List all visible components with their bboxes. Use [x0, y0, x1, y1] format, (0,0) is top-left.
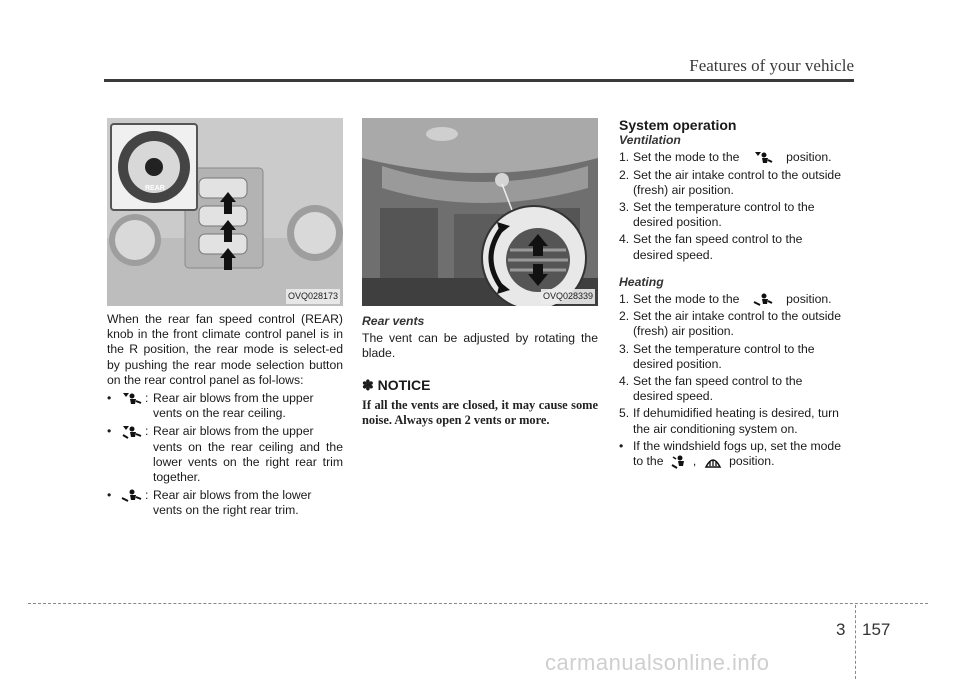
list-item: • If the windshield fogs up, set the mode to the , position. — [619, 438, 841, 469]
rear-vent-illustration — [362, 118, 598, 306]
list-item: 2. Set the air intake control to the outside (fresh) air position. — [619, 309, 841, 339]
list-item: • : Rear air blows from the upper vents on the rear ceiling and the lower vents on the right rear trim together. — [107, 424, 343, 485]
heating-title: Heating — [619, 274, 664, 289]
bullet-text-rest: vents on the right rear trim. — [153, 503, 299, 518]
floor-defrost-icon — [671, 455, 689, 469]
list-item: 3. Set the temperature control to the desired position. — [619, 200, 815, 230]
list-item: 3. Set the temperature control to the desired position. — [619, 341, 815, 371]
list-item: 1. Set the mode to the position. — [619, 292, 832, 307]
bullet-text-rest: vents on the rear ceiling and the lower vents on the right rear trim together. — [153, 439, 343, 485]
svg-text:REAR: REAR — [145, 185, 165, 192]
ventilation-title: Ventilation — [619, 133, 681, 148]
column-3 — [619, 118, 855, 469]
notice-body: If all the vents are closed, it may cause some noise. Always open 2 vents or more. — [362, 397, 598, 428]
rear-control-panel-illustration — [107, 118, 343, 306]
defrost-icon — [704, 455, 722, 469]
bullet-text-line1: Rear air blows from the lower — [153, 488, 312, 503]
lower-vent-icon — [117, 488, 145, 503]
header-rule — [104, 79, 854, 82]
list-item: 2. Set the air intake control to the outside (fresh) air position. — [619, 167, 841, 197]
figure-caption: OVQ028339 — [541, 289, 595, 304]
page-number: 157 — [862, 620, 891, 639]
bullet-text-line1: Rear air blows from the upper — [153, 391, 314, 406]
list-item: 5. If dehumidified heating is desired, turn the air conditioning system on. — [619, 406, 839, 436]
chapter-number: 3 — [836, 620, 846, 639]
upper-lower-vent-icon — [117, 424, 145, 439]
footer-rule — [28, 603, 928, 604]
bullet-text-line1: Rear air blows from the upper — [153, 424, 314, 439]
list-item: 4. Set the fan speed control to the desired speed. — [619, 232, 803, 262]
rear-control-panel-figure — [107, 118, 343, 306]
header-title: Features of your vehicle — [689, 56, 854, 75]
upper-vent-icon — [753, 151, 773, 165]
column-2 — [362, 118, 598, 429]
rear-vents-title: Rear vents — [362, 314, 425, 328]
notice-title: ✽ NOTICE — [362, 376, 431, 393]
system-operation-title: System operation — [619, 117, 737, 133]
lower-vent-icon — [753, 293, 773, 307]
rear-vent-figure — [362, 118, 598, 306]
rear-vents-body: The vent can be adjusted by rotating the blade. — [362, 331, 598, 361]
rear-fan-intro: When the rear fan speed control (REAR) knob in the front climate control panel is in the R position, the rear mode is select-ed by pushing the rear mode selection button on the rear control panel as fol-lows: — [107, 312, 343, 387]
list-item: 1. Set the mode to the position. — [619, 150, 832, 165]
list-item: • : Rear air blows from the lower vents on the right rear trim. — [107, 488, 343, 518]
watermark: carmanualsonline.info — [545, 650, 770, 675]
figure-caption: OVQ028173 — [286, 289, 340, 304]
list-item: • : Rear air blows from the upper vents on the rear ceiling. — [107, 391, 343, 421]
upper-vent-icon — [117, 391, 145, 406]
bullet-text-rest: vents on the rear ceiling. — [153, 406, 286, 421]
footer-divider — [855, 605, 856, 679]
list-item: 4. Set the fan speed control to the desired speed. — [619, 374, 803, 404]
column-1 — [107, 118, 343, 519]
